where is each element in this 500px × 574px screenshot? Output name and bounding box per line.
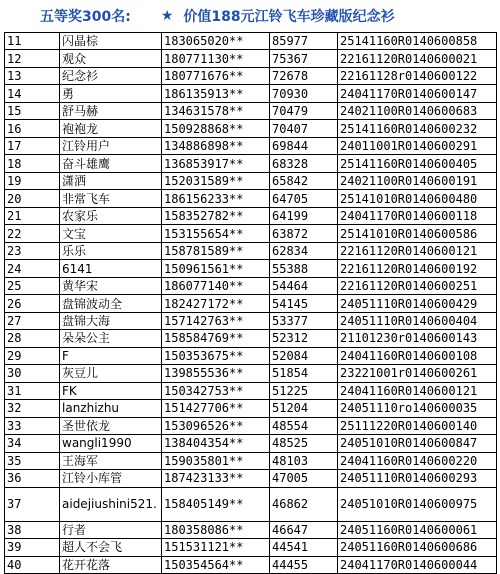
- vehicle-code-cell: 24041170R0140600044: [338, 556, 497, 574]
- phone-number-cell: 180358086**: [162, 521, 270, 538]
- prize-title: [0, 0, 500, 32]
- entry-number-cell: 75367: [270, 50, 338, 67]
- entry-number-cell: 44455: [270, 556, 338, 574]
- vehicle-code-cell: 24051110ro140600035: [338, 400, 497, 417]
- table-row: [5, 155, 497, 172]
- entry-number-cell: 48554: [270, 417, 338, 434]
- vehicle-code-cell: 23221001r0140600261: [338, 365, 497, 382]
- table-row: [5, 400, 497, 417]
- phone-number-cell: 157142763**: [162, 312, 270, 329]
- winner-name-cell: 王海军: [60, 452, 162, 469]
- entry-number-cell: 68328: [270, 155, 338, 172]
- table-row: [5, 295, 497, 312]
- entry-number-cell: 63872: [270, 225, 338, 242]
- star-icon: ★: [160, 8, 174, 24]
- table-row: [5, 382, 497, 399]
- row-number-cell: 21: [5, 207, 60, 224]
- vehicle-code-cell: 22161120R0140600251: [338, 277, 497, 294]
- entry-number-cell: 70407: [270, 120, 338, 137]
- entry-number-cell: 48103: [270, 452, 338, 469]
- phone-number-cell: 138404354**: [162, 435, 270, 452]
- entry-number-cell: 70930: [270, 85, 338, 102]
- entry-number-cell: 51225: [270, 382, 338, 399]
- vehicle-code-cell: 24051010R0140600975: [338, 487, 497, 521]
- entry-number-cell: 62834: [270, 242, 338, 259]
- winner-name-cell: 乐乐: [60, 242, 162, 259]
- winner-name-cell: 超人不会飞: [60, 539, 162, 556]
- winner-name-cell: 6141: [60, 260, 162, 277]
- row-number-cell: 12: [5, 50, 60, 67]
- vehicle-code-cell: 22161120R0140600121: [338, 242, 497, 259]
- entry-number-cell: 48525: [270, 435, 338, 452]
- table-row: [5, 172, 497, 189]
- entry-number-cell: 51854: [270, 365, 338, 382]
- entry-number-cell: 46862: [270, 487, 338, 521]
- winner-name-cell: 行者: [60, 521, 162, 538]
- table-row: [5, 50, 497, 67]
- winner-name-cell: 江铃小库管: [60, 470, 162, 487]
- table-row: [5, 33, 497, 50]
- phone-number-cell: 187423133**: [162, 470, 270, 487]
- winner-name-cell: 花开花落: [60, 556, 162, 574]
- phone-number-cell: 159035801**: [162, 452, 270, 469]
- phone-number-cell: 150354564**: [162, 556, 270, 574]
- table-row: [5, 242, 497, 259]
- row-number-cell: 17: [5, 137, 60, 154]
- phone-number-cell: 182427172**: [162, 295, 270, 312]
- table-row: [5, 487, 497, 521]
- phone-number-cell: 150353675**: [162, 347, 270, 364]
- row-number-cell: 18: [5, 155, 60, 172]
- entry-number-cell: 51204: [270, 400, 338, 417]
- row-number-cell: 22: [5, 225, 60, 242]
- row-number-cell: 35: [5, 452, 60, 469]
- table-row: [5, 312, 497, 329]
- table-row: [5, 417, 497, 434]
- table-row: [5, 190, 497, 207]
- winner-name-cell: 闪晶棕: [60, 33, 162, 50]
- phone-number-cell: 186077140**: [162, 277, 270, 294]
- table-row: [5, 85, 497, 102]
- winner-name-cell: 文宝: [60, 225, 162, 242]
- phone-number-cell: 134886898**: [162, 137, 270, 154]
- vehicle-code-cell: 25141010R0140600586: [338, 225, 497, 242]
- winners-table: [4, 32, 497, 574]
- entry-number-cell: 54145: [270, 295, 338, 312]
- row-number-cell: 31: [5, 382, 60, 399]
- table-row: [5, 452, 497, 469]
- winner-name-cell: F: [60, 347, 162, 364]
- winner-name-cell: 舒马赫: [60, 102, 162, 119]
- entry-number-cell: 55388: [270, 260, 338, 277]
- phone-number-cell: 136853917**: [162, 155, 270, 172]
- vehicle-code-cell: 25141160R0140600858: [338, 33, 497, 50]
- entry-number-cell: 72678: [270, 67, 338, 84]
- entry-number-cell: 52084: [270, 347, 338, 364]
- entry-number-cell: 53377: [270, 312, 338, 329]
- row-number-cell: 11: [5, 33, 60, 50]
- phone-number-cell: 152031589**: [162, 172, 270, 189]
- winner-name-cell: wangli1990: [60, 435, 162, 452]
- row-number-cell: 40: [5, 556, 60, 574]
- row-number-cell: 23: [5, 242, 60, 259]
- phone-number-cell: 180771676**: [162, 67, 270, 84]
- winner-name-cell: 袍袍龙: [60, 120, 162, 137]
- row-number-cell: 14: [5, 85, 60, 102]
- row-number-cell: 26: [5, 295, 60, 312]
- entry-number-cell: 65842: [270, 172, 338, 189]
- table-row: [5, 539, 497, 556]
- table-row: [5, 470, 497, 487]
- vehicle-code-cell: 24051110R0140600293: [338, 470, 497, 487]
- winner-name-cell: 圣世依龙: [60, 417, 162, 434]
- table-row: [5, 556, 497, 574]
- table-row: [5, 102, 497, 119]
- winner-name-cell: lanzhizhu: [60, 400, 162, 417]
- phone-number-cell: 158584769**: [162, 330, 270, 347]
- phone-number-cell: 153155654**: [162, 225, 270, 242]
- row-number-cell: 33: [5, 417, 60, 434]
- winner-name-cell: 观众: [60, 50, 162, 67]
- vehicle-code-cell: 25141010R0140600480: [338, 190, 497, 207]
- phone-number-cell: 139855536**: [162, 365, 270, 382]
- row-number-cell: 25: [5, 277, 60, 294]
- vehicle-code-cell: 24051010R0140600847: [338, 435, 497, 452]
- table-row: [5, 347, 497, 364]
- row-number-cell: 38: [5, 521, 60, 538]
- winner-name-cell: 盘锦波动全: [60, 295, 162, 312]
- winner-name-cell: 潇洒: [60, 172, 162, 189]
- vehicle-code-cell: 24011001R0140600291: [338, 137, 497, 154]
- vehicle-code-cell: 22161128r0140600122: [338, 67, 497, 84]
- winner-name-cell: 农家乐: [60, 207, 162, 224]
- vehicle-code-cell: 25111220R0140600140: [338, 417, 497, 434]
- vehicle-code-cell: 24041160R0140600121: [338, 382, 497, 399]
- row-number-cell: 13: [5, 67, 60, 84]
- vehicle-code-cell: 24041160R0140600220: [338, 452, 497, 469]
- phone-number-cell: 183065020**: [162, 33, 270, 50]
- phone-number-cell: 158352782**: [162, 207, 270, 224]
- winner-name-cell: 江铃用户: [60, 137, 162, 154]
- table-row: [5, 521, 497, 538]
- row-number-cell: 15: [5, 102, 60, 119]
- vehicle-code-cell: 24021100R0140600191: [338, 172, 497, 189]
- entry-number-cell: 69844: [270, 137, 338, 154]
- table-row: [5, 67, 497, 84]
- winner-name-cell: aidejiushini521.: [60, 487, 162, 521]
- table-row: [5, 330, 497, 347]
- winner-name-cell: 盘锦大海: [60, 312, 162, 329]
- entry-number-cell: 46647: [270, 521, 338, 538]
- table-row: [5, 207, 497, 224]
- phone-number-cell: 151531121**: [162, 539, 270, 556]
- phone-number-cell: 153096526**: [162, 417, 270, 434]
- phone-number-cell: 151427706**: [162, 400, 270, 417]
- row-number-cell: 20: [5, 190, 60, 207]
- phone-number-cell: 150961561**: [162, 260, 270, 277]
- entry-number-cell: 54464: [270, 277, 338, 294]
- phone-number-cell: 158781589**: [162, 242, 270, 259]
- winner-name-cell: 黄华宋: [60, 277, 162, 294]
- winner-name-cell: FK: [60, 382, 162, 399]
- vehicle-code-cell: 24041160R0140600108: [338, 347, 497, 364]
- winner-name-cell: 非常飞车: [60, 190, 162, 207]
- vehicle-code-cell: 24041170R0140600147: [338, 85, 497, 102]
- prize-description: 价值188元江铃飞车珍藏版纪念衫: [183, 9, 395, 25]
- phone-number-cell: 134631578**: [162, 102, 270, 119]
- row-number-cell: 16: [5, 120, 60, 137]
- entry-number-cell: 44541: [270, 539, 338, 556]
- vehicle-code-cell: 25141160R0140600405: [338, 155, 497, 172]
- table-row: [5, 435, 497, 452]
- entry-number-cell: 64705: [270, 190, 338, 207]
- row-number-cell: 37: [5, 487, 60, 521]
- vehicle-code-cell: 24051160R0140600686: [338, 539, 497, 556]
- row-number-cell: 24: [5, 260, 60, 277]
- table-row: [5, 137, 497, 154]
- entry-number-cell: 64199: [270, 207, 338, 224]
- row-number-cell: 36: [5, 470, 60, 487]
- phone-number-cell: 186156233**: [162, 190, 270, 207]
- vehicle-code-cell: 24051110R0140600429: [338, 295, 497, 312]
- prize-level: 五等奖300名:: [40, 9, 131, 25]
- winner-name-cell: 灰豆儿: [60, 365, 162, 382]
- phone-number-cell: 150342753**: [162, 382, 270, 399]
- table-row: [5, 365, 497, 382]
- row-number-cell: 29: [5, 347, 60, 364]
- row-number-cell: 27: [5, 312, 60, 329]
- phone-number-cell: 180771130**: [162, 50, 270, 67]
- row-number-cell: 28: [5, 330, 60, 347]
- row-number-cell: 34: [5, 435, 60, 452]
- vehicle-code-cell: 24041170R0140600118: [338, 207, 497, 224]
- phone-number-cell: 158405149**: [162, 487, 270, 521]
- row-number-cell: 39: [5, 539, 60, 556]
- vehicle-code-cell: 21101230r0140600143: [338, 330, 497, 347]
- table-row: [5, 120, 497, 137]
- table-row: [5, 277, 497, 294]
- vehicle-code-cell: 25141160R0140600232: [338, 120, 497, 137]
- winner-name-cell: 奋斗雄鹰: [60, 155, 162, 172]
- phone-number-cell: 186135913**: [162, 85, 270, 102]
- vehicle-code-cell: 22161120R0140600192: [338, 260, 497, 277]
- vehicle-code-cell: 22161120R0140600021: [338, 50, 497, 67]
- row-number-cell: 32: [5, 400, 60, 417]
- vehicle-code-cell: 24051110R0140600404: [338, 312, 497, 329]
- phone-number-cell: 150928868**: [162, 120, 270, 137]
- row-number-cell: 30: [5, 365, 60, 382]
- winner-name-cell: 纪念衫: [60, 67, 162, 84]
- table-row: [5, 225, 497, 242]
- vehicle-code-cell: 24051160R0140600061: [338, 521, 497, 538]
- entry-number-cell: 47005: [270, 470, 338, 487]
- winner-name-cell: 勇: [60, 85, 162, 102]
- winner-name-cell: 朵朵公主: [60, 330, 162, 347]
- entry-number-cell: 70479: [270, 102, 338, 119]
- table-row: [5, 260, 497, 277]
- row-number-cell: 19: [5, 172, 60, 189]
- entry-number-cell: 52312: [270, 330, 338, 347]
- entry-number-cell: 85977: [270, 33, 338, 50]
- vehicle-code-cell: 24021100R0140600683: [338, 102, 497, 119]
